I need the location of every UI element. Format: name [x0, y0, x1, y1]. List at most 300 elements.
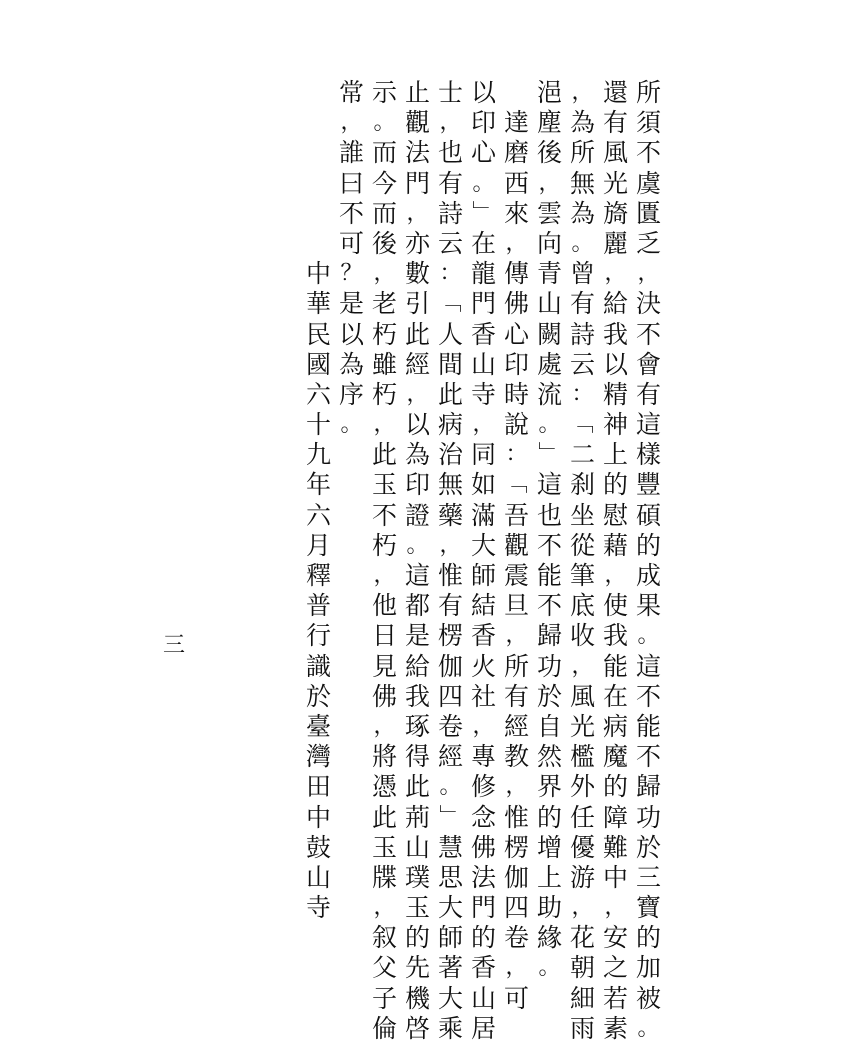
- text-char: 藥: [437, 500, 463, 530]
- text-char: 玉: [371, 832, 397, 862]
- text-char: 。: [538, 412, 561, 438]
- text-char: ：: [439, 261, 462, 287]
- text-char: 玉: [371, 470, 397, 500]
- text-char: 先: [404, 953, 430, 983]
- text-char: 能: [602, 651, 628, 681]
- text-char: 不: [338, 198, 364, 228]
- text-char: ，: [472, 412, 495, 438]
- text-char: 序: [338, 379, 364, 409]
- text-char: 人: [437, 319, 463, 349]
- text-char: 匱: [635, 198, 661, 228]
- text-char: 惟: [503, 802, 529, 832]
- text-char: ，: [604, 895, 627, 921]
- text-char: 會: [635, 349, 661, 379]
- text-char: 專: [470, 742, 496, 772]
- text-char: ：: [571, 381, 594, 407]
- text-column: [335, 78, 368, 440]
- text-char: 今: [371, 168, 397, 198]
- text-char: 向: [536, 228, 562, 258]
- text-char: 詩: [437, 198, 463, 228]
- text-char: [302, 138, 335, 168]
- text-char: 民: [305, 319, 331, 349]
- text-char: 大: [437, 983, 463, 1013]
- text-char: 證: [404, 500, 430, 530]
- text-char: 能: [635, 711, 661, 741]
- text-char: 此: [371, 802, 397, 832]
- text-char: 旦: [503, 591, 529, 621]
- text-char: 社: [470, 681, 496, 711]
- text-char: ，: [604, 261, 627, 287]
- text-char: 達: [503, 108, 529, 138]
- text-char: 是: [404, 621, 430, 651]
- text-char: 不: [536, 530, 562, 560]
- text-char: 光: [569, 711, 595, 741]
- text-char: 障: [602, 802, 628, 832]
- text-char: 刹: [569, 470, 595, 500]
- text-char: 上: [536, 862, 562, 892]
- text-char: ？: [340, 261, 363, 287]
- text-char: 不: [536, 591, 562, 621]
- text-char: 香: [470, 953, 496, 983]
- text-char: 印: [404, 470, 430, 500]
- text-char: 來: [503, 198, 529, 228]
- text-char: 寺: [470, 379, 496, 409]
- text-char: 年: [305, 470, 331, 500]
- text-char: 流: [536, 379, 562, 409]
- text-char: 此: [437, 379, 463, 409]
- text-char: 玉: [404, 893, 430, 923]
- text-char: 田: [305, 772, 331, 802]
- text-char: 誰: [338, 138, 364, 168]
- text-char: 伽: [503, 862, 529, 892]
- text-char: 雖: [371, 349, 397, 379]
- text-char: 果: [635, 591, 661, 621]
- text-char: 歸: [635, 772, 661, 802]
- text-char: ，: [505, 230, 528, 256]
- text-char: 檻: [569, 742, 595, 772]
- text-char: 法: [404, 138, 430, 168]
- text-char: 以: [338, 319, 364, 349]
- text-char: 魔: [602, 742, 628, 772]
- text-char: 從: [569, 530, 595, 560]
- text-column: [533, 78, 566, 984]
- text-char: 曰: [338, 168, 364, 198]
- text-char: 不: [635, 138, 661, 168]
- text-char: 碩: [635, 500, 661, 530]
- text-char: 伽: [437, 651, 463, 681]
- text-char: ﹁: [439, 291, 462, 317]
- text-char: 印: [470, 108, 496, 138]
- text-char: 細: [569, 983, 595, 1013]
- text-char: 他: [371, 591, 397, 621]
- text-char: 普: [305, 591, 331, 621]
- text-char: 這: [635, 410, 661, 440]
- text-char: 三: [635, 862, 661, 892]
- text-char: 師: [437, 923, 463, 953]
- text-char: 底: [569, 591, 595, 621]
- text-char: 我: [602, 319, 628, 349]
- text-char: 成: [635, 561, 661, 590]
- text-char: 寺: [305, 893, 331, 923]
- text-char: ，: [373, 412, 396, 438]
- text-char: 著: [437, 953, 463, 983]
- text-char: 。: [571, 230, 594, 256]
- text-char: ﹁: [505, 472, 528, 498]
- text-char: 中: [305, 802, 331, 832]
- text-char: 為: [338, 349, 364, 379]
- text-char: ﹂: [439, 804, 462, 830]
- text-char: 月: [305, 530, 331, 560]
- text-char: 若: [602, 983, 628, 1013]
- text-char: 風: [602, 138, 628, 168]
- text-char: 功: [635, 802, 661, 832]
- text-char: 門: [470, 289, 496, 319]
- text-char: 山: [404, 832, 430, 862]
- text-char: 收: [569, 621, 595, 651]
- text-char: 數: [404, 259, 430, 289]
- text-char: 豐: [635, 470, 661, 500]
- text-char: 子: [371, 983, 397, 1013]
- text-char: 不: [635, 319, 661, 349]
- text-char: 鼓: [305, 832, 331, 862]
- text-char: [500, 78, 533, 108]
- text-char: 倫: [371, 1013, 397, 1043]
- signature-column: [302, 78, 335, 923]
- text-char: ，: [439, 532, 462, 558]
- text-char: 詩: [569, 319, 595, 349]
- text-char: 火: [470, 651, 496, 681]
- text-char: 四: [437, 681, 463, 711]
- text-char: 無: [437, 470, 463, 500]
- text-char: 國: [305, 349, 331, 379]
- vertical-text-block: [305, 78, 665, 1043]
- text-char: 於: [305, 681, 331, 711]
- text-char: 為: [569, 108, 595, 138]
- text-column: [500, 78, 533, 1014]
- text-char: 坐: [569, 500, 595, 530]
- text-char: 朽: [371, 319, 397, 349]
- text-char: ：: [505, 442, 528, 468]
- text-char: ，: [373, 261, 396, 287]
- text-char: 門: [404, 168, 430, 198]
- text-char: [302, 108, 335, 138]
- text-char: 間: [437, 349, 463, 379]
- text-char: 云: [437, 228, 463, 258]
- text-char: ﹂: [472, 200, 495, 226]
- text-char: 這: [635, 651, 661, 681]
- text-char: 所: [635, 78, 661, 107]
- text-column: [632, 78, 665, 1044]
- text-char: 惟: [437, 561, 463, 590]
- text-char: 中: [305, 259, 331, 289]
- text-char: 釋: [305, 561, 331, 590]
- text-char: 云: [569, 349, 595, 379]
- text-char: 士: [437, 78, 463, 107]
- text-char: 璞: [404, 862, 430, 892]
- text-char: 日: [371, 621, 397, 651]
- text-char: ，: [505, 774, 528, 800]
- text-char: 如: [470, 470, 496, 500]
- text-char: 以: [470, 78, 496, 107]
- text-char: 。: [637, 623, 660, 649]
- text-char: 得: [404, 742, 430, 772]
- text-char: 經: [404, 349, 430, 379]
- text-char: 處: [536, 349, 562, 379]
- text-char: ，: [505, 623, 528, 649]
- text-char: ，: [637, 261, 660, 287]
- text-char: 山: [470, 349, 496, 379]
- text-char: 慰: [602, 500, 628, 530]
- text-char: 還: [602, 78, 628, 107]
- text-char: 傳: [503, 259, 529, 289]
- text-char: 所: [569, 138, 595, 168]
- text-char: 朽: [371, 530, 397, 560]
- text-char: 楞: [437, 621, 463, 651]
- text-char: 闕: [536, 319, 562, 349]
- text-char: 山: [470, 983, 496, 1013]
- text-char: 香: [470, 621, 496, 651]
- text-char: 香: [470, 319, 496, 349]
- text-char: 將: [371, 742, 397, 772]
- text-char: 大: [437, 893, 463, 923]
- text-char: 青: [536, 259, 562, 289]
- text-char: ，: [505, 955, 528, 981]
- text-char: 啓: [404, 1013, 430, 1043]
- text-char: 筆: [569, 561, 595, 590]
- text-char: 游: [569, 862, 595, 892]
- text-char: 的: [470, 923, 496, 953]
- text-char: ，: [538, 170, 561, 196]
- text-char: 識: [305, 651, 331, 681]
- text-char: 此: [371, 440, 397, 470]
- text-char: 旖: [602, 198, 628, 228]
- text-char: 心: [470, 138, 496, 168]
- text-char: 虞: [635, 168, 661, 198]
- text-char: 緣: [536, 923, 562, 953]
- text-char: 雨: [569, 1013, 595, 1043]
- text-char: 。: [538, 955, 561, 981]
- text-char: 四: [503, 893, 529, 923]
- text-char: 使: [602, 591, 628, 621]
- text-char: 觀: [404, 108, 430, 138]
- text-column: [566, 78, 599, 1044]
- text-char: 大: [470, 530, 496, 560]
- text-char: 而: [371, 198, 397, 228]
- text-char: 楞: [503, 832, 529, 862]
- text-char: [302, 229, 335, 259]
- text-char: 的: [602, 470, 628, 500]
- text-char: 樣: [635, 440, 661, 470]
- text-char: 而: [371, 138, 397, 168]
- text-char: 神: [602, 410, 628, 440]
- text-char: 病: [437, 410, 463, 440]
- text-char: 有: [437, 591, 463, 621]
- text-char: 以: [404, 410, 430, 440]
- text-char: 琢: [404, 711, 430, 741]
- text-char: 也: [437, 138, 463, 168]
- text-char: 自: [536, 711, 562, 741]
- text-char: 機: [404, 983, 430, 1013]
- text-char: 印: [503, 349, 529, 379]
- text-char: 難: [602, 832, 628, 862]
- text-char: [302, 169, 335, 199]
- text-char: 於: [536, 681, 562, 711]
- text-char: 治: [437, 440, 463, 470]
- text-char: ，: [406, 200, 429, 226]
- text-char: 外: [569, 772, 595, 802]
- text-char: 我: [404, 681, 430, 711]
- text-column: [599, 78, 632, 1044]
- text-char: 時: [503, 379, 529, 409]
- text-char: 常: [338, 78, 364, 107]
- text-char: 九: [305, 440, 331, 470]
- text-char: 都: [404, 591, 430, 621]
- text-char: 藉: [602, 530, 628, 560]
- text-char: 是: [338, 289, 364, 319]
- text-char: 叙: [371, 923, 397, 953]
- text-char: 於: [635, 832, 661, 862]
- text-char: ﹁: [571, 412, 594, 438]
- text-char: 中: [602, 862, 628, 892]
- text-char: 十: [305, 410, 331, 440]
- text-char: 有: [437, 168, 463, 198]
- text-char: 憑: [371, 772, 397, 802]
- text-char: 後: [536, 138, 562, 168]
- text-char: 乏: [635, 228, 661, 258]
- text-char: 山: [305, 862, 331, 892]
- text-char: 西: [503, 168, 529, 198]
- text-char: [302, 78, 335, 108]
- text-char: 所: [503, 651, 529, 681]
- text-char: 有: [635, 379, 661, 409]
- text-char: 朽: [371, 379, 397, 409]
- text-char: 優: [569, 832, 595, 862]
- text-char: ，: [373, 563, 396, 588]
- text-char: 。: [472, 170, 495, 196]
- text-char: 寶: [635, 893, 661, 923]
- text-char: 思: [437, 862, 463, 892]
- text-column: [368, 78, 401, 1044]
- text-char: 為: [404, 440, 430, 470]
- text-char: 以: [602, 349, 628, 379]
- text-char: 給: [404, 651, 430, 681]
- text-char: 。: [439, 774, 462, 800]
- text-char: 磨: [503, 138, 529, 168]
- text-char: 佛: [470, 832, 496, 862]
- text-char: 須: [635, 108, 661, 138]
- text-char: 亦: [404, 228, 430, 258]
- text-char: 乘: [437, 1013, 463, 1043]
- text-char: 的: [635, 923, 661, 953]
- text-char: ，: [373, 713, 396, 739]
- text-char: 法: [470, 862, 496, 892]
- text-char: 卷: [503, 923, 529, 953]
- text-char: 震: [503, 561, 529, 590]
- text-char: 結: [470, 591, 496, 621]
- text-char: 吾: [503, 500, 529, 530]
- text-char: 老: [371, 289, 397, 319]
- text-char: 牒: [371, 862, 397, 892]
- text-char: 經: [437, 742, 463, 772]
- text-char: 教: [503, 742, 529, 772]
- text-char: 心: [503, 319, 529, 349]
- text-char: 我: [602, 621, 628, 651]
- text-char: 後: [371, 228, 397, 258]
- text-char: 行: [305, 621, 331, 651]
- text-char: 雲: [536, 198, 562, 228]
- text-char: 示: [371, 78, 397, 107]
- text-char: 增: [536, 832, 562, 862]
- text-char: 觀: [503, 530, 529, 560]
- text-char: 能: [536, 561, 562, 590]
- text-char: 。: [406, 532, 429, 558]
- text-char: 功: [536, 651, 562, 681]
- text-char: 山: [536, 289, 562, 319]
- text-char: 卷: [437, 711, 463, 741]
- text-char: 師: [470, 561, 496, 590]
- text-char: 給: [602, 289, 628, 319]
- text-char: 這: [536, 470, 562, 500]
- text-char: 說: [503, 410, 529, 440]
- text-char: 止: [404, 78, 430, 107]
- text-char: 居: [470, 1013, 496, 1043]
- text-char: 門: [470, 893, 496, 923]
- text-char: 在: [602, 681, 628, 711]
- text-char: 。: [340, 412, 363, 438]
- text-char: 念: [470, 802, 496, 832]
- text-char: 臺: [305, 711, 331, 741]
- text-char: 歸: [536, 621, 562, 651]
- text-char: 上: [602, 440, 628, 470]
- text-char: 曾: [569, 259, 595, 289]
- text-char: 。: [373, 110, 396, 136]
- text-char: 滿: [470, 500, 496, 530]
- text-char: ，: [604, 563, 627, 588]
- text-char: 荊: [404, 802, 430, 832]
- text-char: 六: [305, 500, 331, 530]
- text-char: 為: [569, 198, 595, 228]
- text-char: 然: [536, 742, 562, 772]
- text-char: 有: [569, 289, 595, 319]
- text-char: ，: [571, 80, 594, 105]
- text-char: 見: [371, 651, 397, 681]
- text-char: 之: [602, 953, 628, 983]
- text-char: 素: [602, 1013, 628, 1043]
- text-char: 無: [569, 168, 595, 198]
- text-column: [467, 78, 500, 1044]
- text-char: 決: [635, 289, 661, 319]
- text-char: 可: [503, 983, 529, 1013]
- text-char: ，: [472, 713, 495, 739]
- text-char: 加: [635, 953, 661, 983]
- text-char: 被: [635, 983, 661, 1013]
- page-number: 三: [163, 633, 186, 658]
- text-char: ，: [373, 895, 396, 921]
- text-char: 的: [404, 923, 430, 953]
- text-char: 六: [305, 379, 331, 409]
- text-char: 灣: [305, 742, 331, 772]
- text-char: 風: [569, 681, 595, 711]
- text-char: 任: [569, 802, 595, 832]
- text-char: 佛: [503, 289, 529, 319]
- text-char: 病: [602, 711, 628, 741]
- text-char: 安: [602, 923, 628, 953]
- text-char: 花: [569, 923, 595, 953]
- text-char: 麗: [602, 228, 628, 258]
- text-char: 同: [470, 440, 496, 470]
- text-char: 二: [569, 440, 595, 470]
- text-char: 精: [602, 379, 628, 409]
